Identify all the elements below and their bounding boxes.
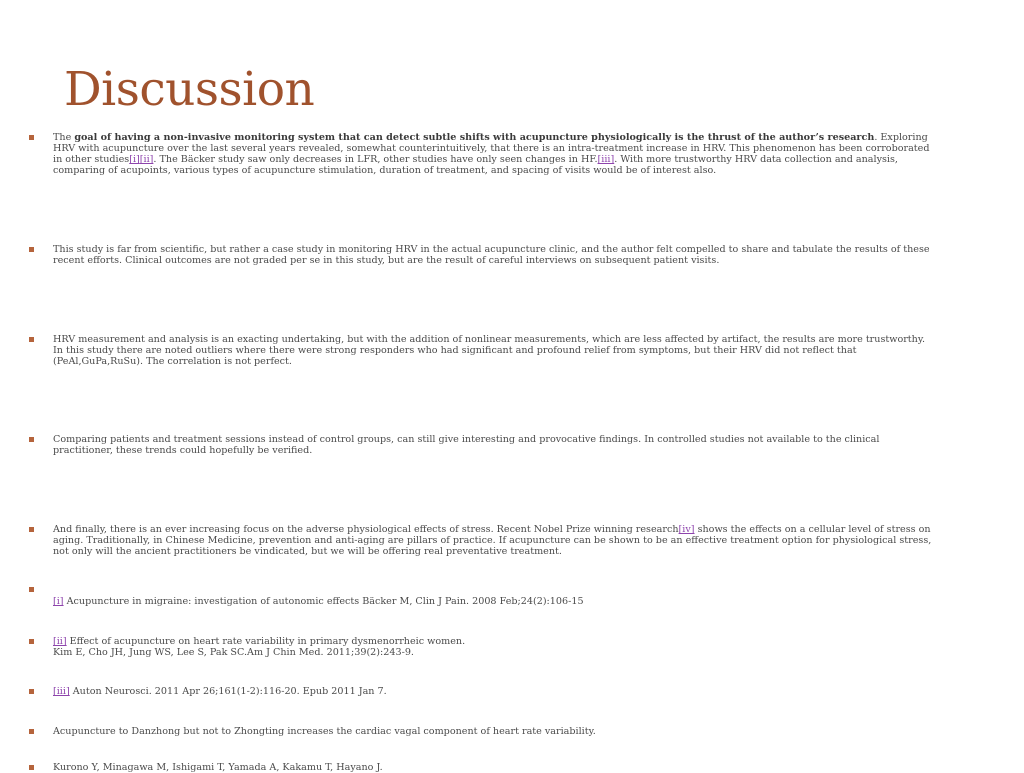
- reference-text: [iii] Auton Neurosci. 2011 Apr 26;161(1-2):116-20. Epub 2011 Jan 7.: [53, 686, 387, 697]
- ref-link-iii[interactable]: [iii]: [597, 154, 615, 165]
- bullet-marker: [29, 247, 34, 252]
- reference-item: [53, 726, 938, 737]
- bullet-goal: [53, 132, 938, 176]
- bullet-hrv-measurement: [53, 334, 938, 367]
- bullet-marker: [29, 729, 34, 734]
- ref-anchor-i[interactable]: [i]: [53, 596, 64, 607]
- bold-text: goal of having a non-invasive monitoring system that can detect subtle shifts with acupuncture physiologically is the thrust of the author’s research: [74, 132, 875, 143]
- reference-item: [53, 636, 938, 658]
- reference-item: [53, 686, 938, 697]
- slide-title: Discussion: [64, 62, 315, 117]
- ref-link-iv[interactable]: [iv]: [678, 524, 695, 535]
- reference-text: Kurono Y, Minagawa M, Ishigami T, Yamada A, Kakamu T, Hayano J.: [53, 762, 383, 773]
- ref-anchor-ii[interactable]: [ii]: [53, 636, 67, 647]
- reference-item: [53, 596, 938, 607]
- bullet-marker: [29, 587, 34, 592]
- bullet-text: Comparing patients and treatment sessions instead of control groups, can still give interesting and provocative findings. In controlled studies not available to the clinical practitioner, these trends could hopefully be verified.: [53, 434, 880, 456]
- bullet-marker: [29, 527, 34, 532]
- bullet-comparing: [53, 434, 938, 456]
- bullet-text: The goal of having a non-invasive monitoring system that can detect subtle shifts with acupuncture physiologically is the thrust of the author’s research. Exploring HRV with acupuncture over the last several years revealed, somewhat counterintuitively, that there is an intra-treatment increase in HRV. This phenomenon has been corroborated in other studies[i][ii]. The Bäcker study saw only decreases in LFR, other studies have only seen changes in HF.[iii]. With more trustworthy HRV data collection and analysis, comparing of acupoints, various types of acupuncture stimulation, duration of treatment, and spacing of visits would be of interest also.: [53, 132, 930, 176]
- bullet-empty: [53, 584, 938, 595]
- ref-link-i[interactable]: [i]: [129, 154, 140, 165]
- ref-link-ii[interactable]: [ii]: [139, 154, 154, 165]
- bullet-marker: [29, 135, 34, 140]
- bullet-text: This study is far from scientific, but rather a case study in monitoring HRV in the actual acupuncture clinic, and the author felt compelled to share and tabulate the results of these recent efforts. Clinical outcomes are not graded per se in this study, but are the result of careful interviews on subsequent patient visits.: [53, 244, 930, 266]
- reference-text: [ii] Effect of acupuncture on heart rate variability in primary dysmenorrheic women. Kim E, Cho JH, Jung WS, Lee S, Pak SC.Am J Chin Med. 2011;39(2):243-9.: [53, 636, 466, 658]
- ref-anchor-iii[interactable]: [iii]: [53, 686, 70, 697]
- bullet-marker: [29, 337, 34, 342]
- bullet-stress: [53, 524, 938, 557]
- bullet-marker: [29, 689, 34, 694]
- reference-text: Acupuncture to Danzhong but not to Zhongting increases the cardiac vagal component of heart rate variability.: [53, 726, 596, 737]
- bullet-text: And finally, there is an ever increasing focus on the adverse physiological effects of stress. Recent Nobel Prize winning research[iv] shows the effects on a cellular level of stress on aging. Traditionally, in Chinese Medicine, prevention and anti-aging are pillars of practice. If acupuncture can be shown to be an effective treatment option for physiological stress, not only will the ancient practitioners be vindicated, but we will be offering real preventative treatment.: [53, 524, 932, 557]
- reference-text: [i] Acupuncture in migraine: investigation of autonomic effects Bäcker M, Clin J Pain. 2008 Feb;24(2):106-15: [53, 596, 584, 607]
- bullet-case-study: [53, 244, 938, 266]
- bullet-marker: [29, 437, 34, 442]
- bullet-marker: [29, 639, 34, 644]
- bullet-text: HRV measurement and analysis is an exacting undertaking, but with the addition of nonlinear measurements, which are less affected by artifact, the results are more trustworthy. In this study there are noted outliers where there were strong responders who had significant and profound relief from symptoms, but their HRV did not reflect that (PeAl,GuPa,RuSu). The correlation is not perfect.: [53, 334, 926, 367]
